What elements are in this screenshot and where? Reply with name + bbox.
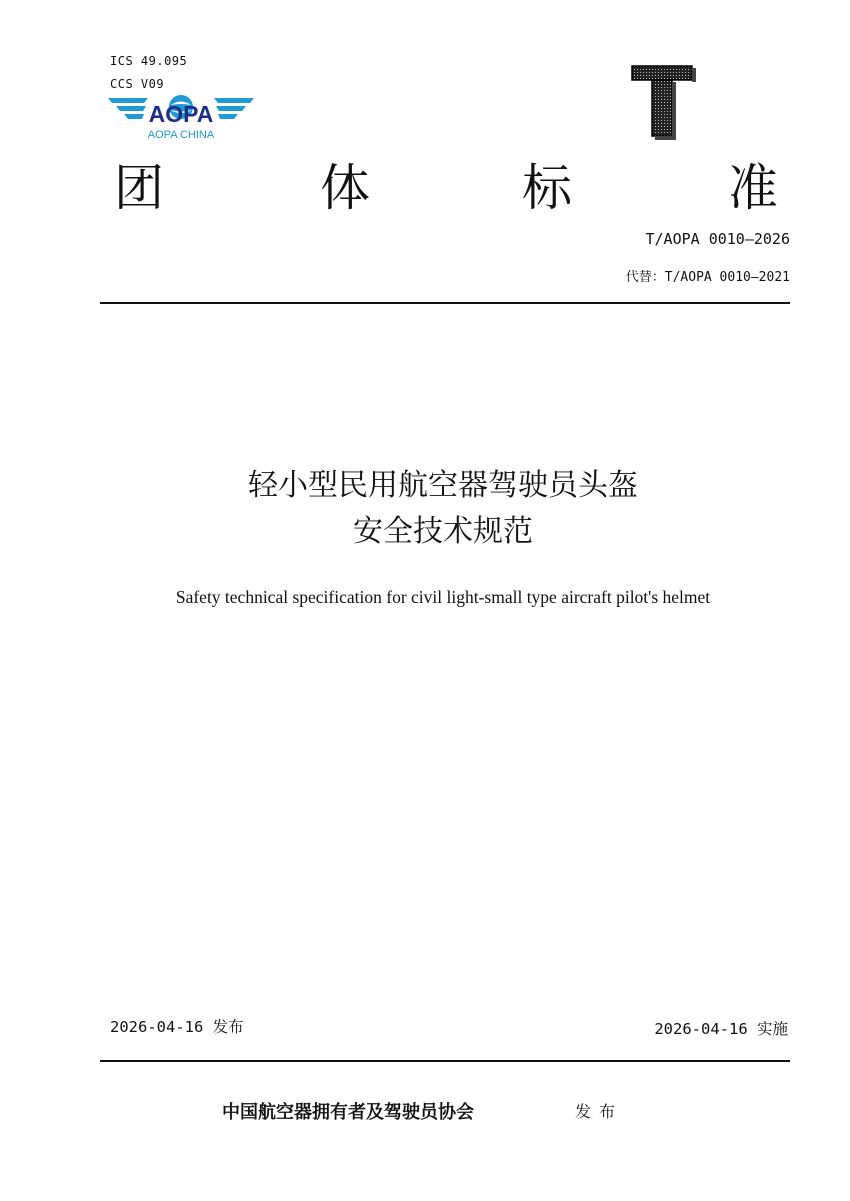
aopa-logo bbox=[108, 94, 254, 142]
bottom-divider bbox=[100, 1060, 790, 1062]
implementation-date: 2026-04-16 实施 bbox=[654, 1020, 788, 1038]
issued-label: 发布 bbox=[575, 1102, 624, 1121]
title-chinese-line-1: 轻小型民用航空器驾驶员头盔 bbox=[248, 468, 638, 503]
top-divider bbox=[100, 302, 790, 304]
ics-code: ICS 49.095 bbox=[110, 54, 188, 68]
category-char-1: 团 bbox=[114, 159, 164, 217]
standard-number: T/AOPA 0010—2026 bbox=[645, 230, 790, 248]
publication-date: 2026-04-16 发布 bbox=[110, 1018, 244, 1036]
standard-type-letter bbox=[622, 60, 706, 144]
category-char-3: 标 bbox=[522, 159, 572, 217]
category-char-2: 体 bbox=[320, 159, 370, 217]
category-char-4: 准 bbox=[728, 159, 778, 217]
issuing-organization: 中国航空器拥有者及驾驶员协会 bbox=[222, 1102, 474, 1123]
title-chinese-line-2: 安全技术规范 bbox=[353, 514, 533, 549]
logo-subtext: AOPA CHINA bbox=[147, 129, 215, 141]
logo-wordmark: AOPA bbox=[148, 101, 214, 127]
ccs-code: CCS V09 bbox=[110, 77, 165, 91]
replaces-standard: 代替：T/AOPA 0010—2021 bbox=[625, 270, 790, 285]
title-english: Safety technical specification for civil light-small type aircraft pilot's helmet bbox=[175, 587, 711, 607]
